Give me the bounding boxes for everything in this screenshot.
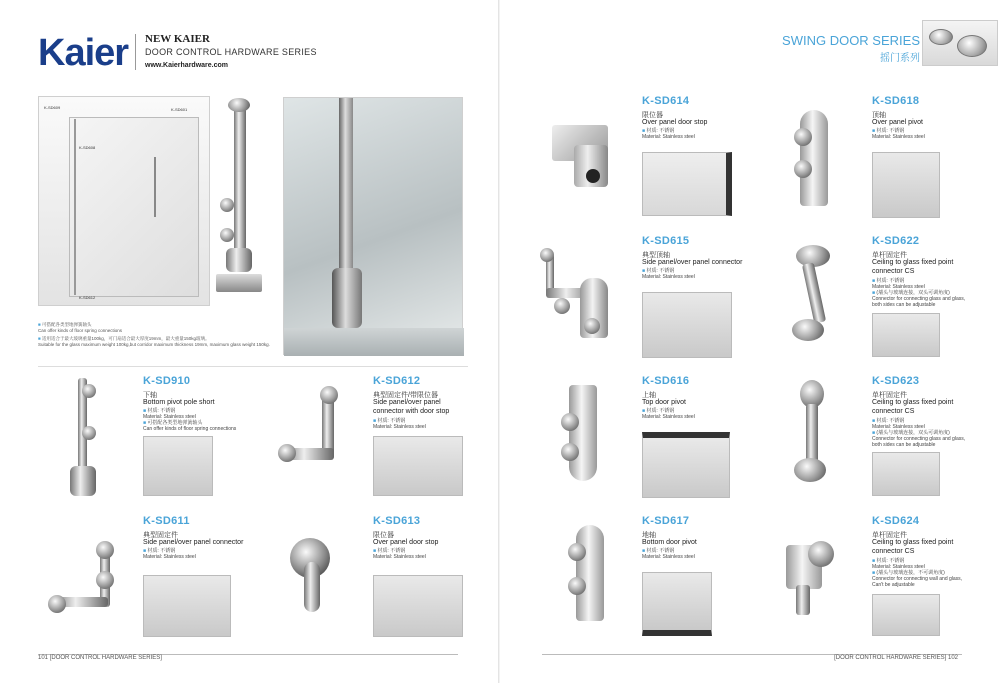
product-sd622-photo — [872, 313, 940, 357]
product-cn: 单杆固定件 — [872, 392, 907, 399]
product-code: K-SD622 — [872, 235, 920, 247]
label-sd608: K-SD608 — [79, 145, 96, 150]
product-en: Ceiling to glass fixed point connector CS — [872, 539, 954, 555]
kaier-logo: Kaier — [38, 32, 129, 74]
product-material: ■ 材质: 不锈钢 Material: Stainless steel ■ (墙头与玻璃连接，不可调角度) Connector for connecting wall and glass, Can't be adjustable — [872, 558, 963, 588]
product-sd616-photo — [642, 432, 730, 498]
product-en: Ceiling to glass fixed point connector CS — [872, 399, 954, 415]
product-cn: 典型固定件/带限位器 — [373, 392, 438, 399]
product-material: ■ 材质: 不锈钢 Material: Stainless steel — [642, 548, 695, 560]
swing-door-title: SWING DOOR SERIES — [782, 33, 920, 48]
product-cn: 上轴 — [642, 392, 656, 399]
product-material: ■ 材质: 不锈钢 Material: Stainless steel ■ (墙头与玻璃连接，双头可调角度) Connector for connecting glass and glass, both sides can be adjustable — [872, 418, 966, 448]
product-sd623-photo — [872, 452, 940, 496]
product-sd614-image — [552, 125, 622, 195]
product-sd910-photo — [143, 436, 213, 496]
product-sd616-image — [555, 385, 615, 485]
product-material: ■ 材质: 不锈钢 Material: Stainless steel — [642, 408, 695, 420]
product-cn: 单杆固定件 — [872, 532, 907, 539]
label-sd609: K-SD609 — [44, 105, 61, 110]
product-sd612-image — [276, 386, 356, 466]
product-code: K-SD611 — [143, 515, 190, 527]
product-sd617-photo — [642, 572, 712, 636]
product-en: Ceiling to glass fixed point connector CS — [872, 259, 954, 275]
product-cn: 限位器 — [373, 532, 394, 539]
header-product-image — [922, 20, 998, 66]
product-material: ■ 材质: 不锈钢 Material: Stainless steel — [143, 548, 196, 560]
product-cn: 地轴 — [642, 532, 656, 539]
logo-divider — [135, 34, 136, 70]
product-cn: 顶轴 — [872, 112, 886, 119]
product-code: K-SD910 — [143, 375, 191, 387]
product-material: ■ 材质: 不锈钢 Material: Stainless steel — [373, 418, 426, 430]
product-sd624-photo — [872, 594, 940, 636]
product-en: Over panel door stop — [373, 539, 439, 546]
installation-diagram — [38, 96, 210, 306]
product-en: Side panel/over panel connector with door stop — [373, 399, 450, 415]
left-footer: 101 [DOOR CONTROL HARDWARE SERIES] — [38, 655, 162, 661]
product-sd622-image — [788, 245, 848, 345]
product-sd611-image — [48, 535, 118, 625]
brand-title: NEW KAIER — [145, 33, 210, 45]
product-sd618-image — [790, 110, 840, 210]
product-sd618-photo — [872, 152, 940, 218]
product-cn: 下轴 — [143, 392, 157, 399]
product-cn: 典型顶轴 — [642, 252, 670, 259]
brand-subtitle: DOOR CONTROL HARDWARE SERIES — [145, 47, 317, 57]
right-footer: [DOOR CONTROL HARDWARE SERIES] 102 — [834, 655, 958, 661]
pivot-pole-image — [210, 98, 270, 298]
label-sd612: K-SD612 — [79, 295, 96, 300]
diagram-note-1: ■ 可搭配各类型地弹簧轴头 Can offer kinds of floor spring connections — [38, 322, 122, 333]
product-sd910-image — [60, 378, 110, 498]
product-code: K-SD612 — [373, 375, 421, 387]
product-code: K-SD613 — [373, 515, 421, 527]
diagram-note-2: ■ 适用适合于最大玻璃重量100kg，可门扇适合最大厚度19mm，最大重量150kg玻璃。 Suitable for the glass maximum weight 100kg,but corridor maximum thickness 19mm, maximum glass weight 150kg. — [38, 336, 270, 347]
product-en: Bottom door pivot — [642, 539, 697, 546]
product-code: K-SD614 — [642, 95, 690, 107]
product-en: Side panel/over panel connector — [642, 259, 743, 266]
product-material: ■ 材质: 不锈钢 Material: Stainless steel ■ (墙头与玻璃连接，双头可调角度) Connector for connecting glass and glass, both sides can be adjustable — [872, 278, 966, 308]
product-cn: 单杆固定件 — [872, 252, 907, 259]
product-material: ■ 材质: 不锈钢 Material: Stainless steel — [373, 548, 426, 560]
product-sd613-photo — [373, 575, 463, 637]
product-material: ■ 材质: 不锈钢 Material: Stainless steel — [642, 268, 695, 280]
product-material: ■ 材质: 不锈钢 Material: Stainless steel — [642, 128, 695, 140]
installation-photo — [283, 97, 463, 355]
product-sd623-image — [792, 380, 842, 490]
product-material: ■ 材质: 不锈钢 Material: Stainless steel — [872, 128, 925, 140]
product-en: Top door pivot — [642, 399, 686, 406]
product-sd615-photo — [642, 292, 732, 358]
product-sd617-image — [562, 525, 622, 625]
right-page — [500, 0, 1000, 683]
product-sd624-image — [782, 535, 842, 625]
product-en: Over panel pivot — [872, 119, 923, 126]
swing-door-cn: 摇门系列 — [880, 53, 920, 64]
product-en: Side panel/over panel connector — [143, 539, 244, 546]
product-cn: 限位器 — [642, 112, 663, 119]
product-code: K-SD623 — [872, 375, 920, 387]
product-sd615-image — [540, 248, 610, 348]
product-code: K-SD618 — [872, 95, 920, 107]
product-sd612-photo — [373, 436, 463, 496]
product-sd614-photo — [642, 152, 732, 216]
product-material: ■ 材质: 不锈钢 Material: Stainless steel ■ 可搭配各类型地弹簧轴头 Can offer kinds of floor spring connections — [143, 408, 237, 432]
product-code: K-SD617 — [642, 515, 690, 527]
product-sd613-image — [290, 532, 350, 622]
label-sd601: K-SD601 — [171, 107, 188, 112]
product-en: Over panel door stop — [642, 119, 708, 126]
brand-url[interactable]: www.Kaierhardware.com — [145, 62, 228, 69]
product-code: K-SD616 — [642, 375, 690, 387]
product-cn: 典型固定件 — [143, 532, 178, 539]
product-code: K-SD615 — [642, 235, 690, 247]
product-en: Bottom pivot pole short — [143, 399, 215, 406]
product-sd611-photo — [143, 575, 231, 637]
product-code: K-SD624 — [872, 515, 920, 527]
